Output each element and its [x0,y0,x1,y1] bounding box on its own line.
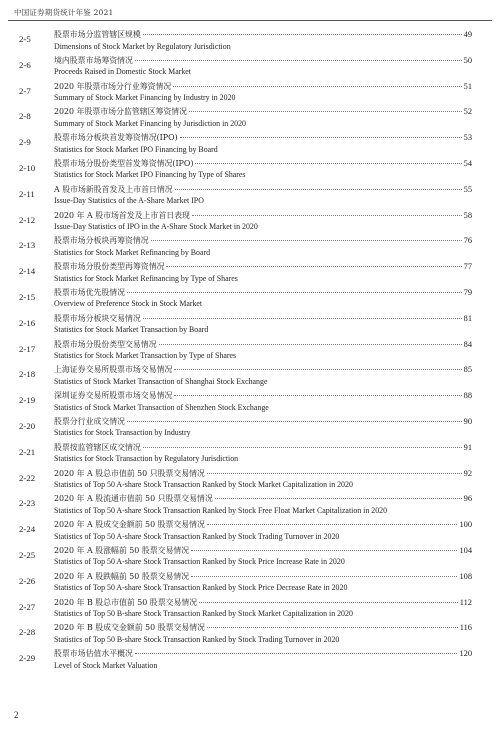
table-number: 2-24 [19,524,36,535]
dot-leader [189,111,462,112]
page-ref[interactable]: 90 [463,416,472,426]
toc-title-line [54,519,472,530]
toc-entry[interactable] [0,262,500,288]
table-number: 2-9 [19,137,31,148]
chinese-title: 股票分行业成交情况 [54,416,126,426]
toc-title-line [54,416,472,427]
english-title: Overview of Preference Stock in Stock Market [54,299,203,309]
dot-leader [207,473,462,474]
english-title: Summary of Stock Market Financing by Industry in 2020 [54,93,236,103]
page-ref[interactable]: 54 [463,158,472,168]
toc-entry[interactable] [0,133,500,159]
toc-title-line [54,235,472,246]
toc-title-line [54,287,472,298]
page-ref[interactable]: 53 [463,133,472,143]
table-number: 2-10 [19,162,36,173]
dot-leader [174,369,461,370]
table-number: 2-15 [19,291,36,302]
english-title: Statistics of Top 50 B-share Stock Transaction Ranked by Stock Trading Turnover in 2020 [54,634,340,644]
toc-title-line [54,442,472,453]
chinese-title: 股票市场优先股情况 [54,287,126,297]
english-title: Statistics for Stock Market Refinancing by Type of Shares [54,273,238,283]
page-ref[interactable]: 81 [463,313,472,323]
page-ref[interactable]: 92 [463,468,472,478]
dot-leader [143,34,462,35]
toc-title-line [54,468,472,479]
dot-leader [191,550,457,551]
page-ref[interactable]: 50 [463,55,472,65]
toc-title-line [54,545,472,556]
dot-leader [175,189,462,190]
chinese-title: 股票市场分股份类型再筹资情况 [54,262,165,272]
english-title: Statistics of Top 50 B-share Stock Transaction Ranked by Stock Market Capitalization in 2020 [54,609,353,619]
english-title: Statistics for Stock Market IPO Financing by Type of Shares [54,170,246,180]
chinese-title: 股票市场分板块再筹资情况 [54,236,149,246]
chinese-title: 股票市场分板块首发筹资情况(IPO) [54,133,178,143]
table-number: 2-26 [19,575,36,586]
page-ref[interactable]: 79 [463,287,472,297]
chinese-title: 2020 年股票市场分监管辖区筹资情况 [54,107,188,117]
dot-leader [207,627,458,628]
chinese-title: 2020 年 A 股流通市值前 50 只股票交易情况 [54,494,213,504]
english-title: Statistics for Stock Market Transaction by Board [54,325,209,335]
english-title: Proceeds Raised in Domestic Stock Market [54,67,191,77]
table-number: 2-25 [19,549,36,560]
page-ref[interactable]: 120 [459,649,472,659]
table-number: 2-19 [19,395,36,406]
english-title: Issue-Day Statistics of the A-Share Market IPO [54,196,204,206]
chinese-title: 上海证券交易所股票市场交易情况 [54,365,173,375]
toc-entry[interactable] [0,365,500,391]
page-ref[interactable]: 51 [463,81,472,91]
toc-entry[interactable] [0,469,500,495]
dot-leader [191,576,457,577]
toc-title-line [54,571,472,582]
chinese-title: 境内股票市场筹资情况 [54,55,133,65]
chinese-title: 2020 年 B 股成交金额前 50 股票交易情况 [54,623,206,633]
toc-entry[interactable] [0,30,500,56]
dot-leader [166,266,461,267]
page-ref[interactable]: 85 [463,365,472,375]
chinese-title: 2020 年 A 股成交金额前 50 股票交易情况 [54,520,205,530]
table-number: 2-11 [19,188,35,199]
toc-entry[interactable] [0,649,500,675]
table-number: 2-21 [19,446,36,457]
dot-leader [199,602,458,603]
page-ref[interactable]: 52 [463,107,472,117]
dot-leader [180,137,462,138]
toc-title-line [54,261,472,272]
english-title: Statistics for Stock Market Refinancing by Board [54,247,211,257]
english-title: Statistics for Stock Market IPO Financing by Board [54,144,218,154]
dot-leader [159,344,462,345]
page-ref[interactable]: 49 [463,30,472,39]
toc-title-line [54,81,472,92]
chinese-title: 股票市场分监管辖区规模 [54,30,141,39]
toc-entry[interactable] [0,443,500,469]
toc-entry[interactable] [0,391,500,417]
running-header: 中国证券期货统计年鉴 2021 [14,8,114,17]
table-of-contents [0,30,500,675]
page-ref[interactable]: 100 [459,520,472,530]
chinese-title: 2020 年 A 股市场首发及上市首日表现 [54,210,190,220]
toc-title-line [54,106,472,117]
page-ref[interactable]: 96 [463,494,472,504]
toc-title-line [54,493,472,504]
toc-entry[interactable] [0,56,500,82]
toc-entry[interactable] [0,236,500,262]
english-title: Statistics for Stock Transaction by Regulatory Jurisdiction [54,454,239,464]
toc-title-line [54,597,472,608]
header-rule [8,20,492,21]
dot-leader [127,292,462,293]
toc-entry[interactable] [0,82,500,108]
toc-title-line [54,339,472,350]
toc-title-line [54,390,472,401]
toc-entry[interactable] [0,185,500,211]
toc-title-line [54,364,472,375]
toc-entry[interactable] [0,546,500,572]
english-title: Statistics of Stock Market Transaction of Shenzhen Stock Exchange [54,402,269,412]
table-number: 2-27 [19,601,36,612]
english-title: Summary of Stock Market Financing by Jurisdiction in 2020 [54,118,246,128]
table-number: 2-14 [19,266,36,277]
toc-title-line [54,210,472,221]
toc-entry[interactable] [0,211,500,237]
english-title: Statistics of Top 50 A-share Stock Transaction Ranked by Stock Price Decrease Rate in 2020 [54,583,348,593]
chinese-title: 股票市场估值水平概况 [54,649,133,659]
page-ref[interactable]: 104 [459,545,472,555]
toc-entry[interactable] [0,520,500,546]
dot-leader [135,60,462,61]
page-ref[interactable]: 76 [463,236,472,246]
toc-entry[interactable] [0,623,500,649]
page-ref[interactable]: 112 [459,597,472,607]
english-title: Statistics for Stock Transaction by Industry [54,428,191,438]
dot-leader [143,318,462,319]
chinese-title: 深圳证券交易所股票市场交易情况 [54,391,173,401]
dot-leader [143,447,462,448]
toc-entry[interactable] [0,288,500,314]
page-ref[interactable]: 77 [463,262,472,272]
toc-title-line [54,622,472,633]
english-title: Statistics of Top 50 A-share Stock Transaction Ranked by Stock Free Float Market Capitalization in 2020 [54,505,388,515]
toc-entry[interactable] [0,159,500,185]
table-number: 2-6 [19,59,31,70]
toc-entry[interactable] [0,494,500,520]
toc-entry[interactable] [0,417,500,443]
dot-leader [173,86,461,87]
page-ref[interactable]: 116 [459,623,472,633]
english-title: Dimensions of Stock Market by Regulatory Jurisdiction [54,41,231,51]
table-number: 2-20 [19,420,36,431]
chinese-title: 股票市场分股份类型首发筹资情况(IPO) [54,158,194,168]
chinese-title: 2020 年 A 股涨幅前 50 股票交易情况 [54,545,190,555]
chinese-title: 股票市场分股份类型交易情况 [54,339,157,349]
page-ref[interactable]: 108 [459,571,472,581]
dot-leader [207,524,457,525]
table-number: 2-16 [19,317,36,328]
dot-leader [195,163,461,164]
toc-title-line [54,648,472,659]
chinese-title: 2020 年 B 股总市值前 50 股票交易情况 [54,597,198,607]
english-title: Statistics of Stock Market Transaction of Shanghai Stock Exchange [54,376,268,386]
page-ref[interactable]: 88 [463,391,472,401]
chinese-title: 股票市场分板块交易情况 [54,313,141,323]
table-number: 2-18 [19,369,36,380]
chinese-title: 2020 年 A 股总市值前 50 只股票交易情况 [54,468,205,478]
dot-leader [174,395,461,396]
dot-leader [151,240,462,241]
english-title: Statistics for Stock Market Transaction by Type of Shares [54,351,237,361]
dot-leader [215,498,462,499]
table-number: 2-12 [19,214,36,225]
table-number: 2-22 [19,472,36,483]
chinese-title: A 股市场新股首发及上市首日情况 [54,184,173,194]
toc-title-line [54,29,472,40]
toc-entry[interactable] [0,107,500,133]
page-ref[interactable]: 91 [463,442,472,452]
english-title: Issue-Day Statistics of IPO in the A-Share Stock Market in 2020 [54,222,258,232]
toc-title-line [54,184,472,195]
page-ref[interactable]: 55 [463,184,472,194]
english-title: Statistics of Top 50 A-share Stock Transaction Ranked by Stock Market Capitalization in 2020 [54,480,353,490]
english-title: Statistics of Top 50 A-share Stock Transaction Ranked by Stock Trading Turnover in 2020 [54,531,340,541]
page-number: 2 [14,710,19,720]
toc-entry[interactable] [0,314,500,340]
chinese-title: 股票按监管辖区成交情况 [54,442,141,452]
toc-title-line [54,132,472,143]
dot-leader [192,215,462,216]
toc-entry[interactable] [0,598,500,624]
table-number: 2-13 [19,240,36,251]
page-ref[interactable]: 84 [463,339,472,349]
chinese-title: 2020 年 A 股跌幅前 50 股票交易情况 [54,571,190,581]
toc-entry[interactable] [0,340,500,366]
toc-entry[interactable] [0,572,500,598]
dot-leader [127,421,462,422]
table-number: 2-23 [19,498,36,509]
english-title: Level of Stock Market Valuation [54,660,158,670]
table-number: 2-5 [19,34,31,44]
table-number: 2-7 [19,85,31,96]
table-number: 2-17 [19,343,36,354]
toc-title-line [54,55,472,66]
table-number: 2-8 [19,111,31,122]
dot-leader [135,653,458,654]
table-number: 2-28 [19,627,36,638]
toc-title-line [54,313,472,324]
chinese-title: 2020 年股票市场分行业筹资情况 [54,81,172,91]
table-number: 2-29 [19,653,36,664]
page-ref[interactable]: 58 [463,210,472,220]
english-title: Statistics of Top 50 A-share Stock Transaction Ranked by Stock Price Increase Rate in 2020 [54,557,345,567]
toc-title-line [54,158,472,169]
